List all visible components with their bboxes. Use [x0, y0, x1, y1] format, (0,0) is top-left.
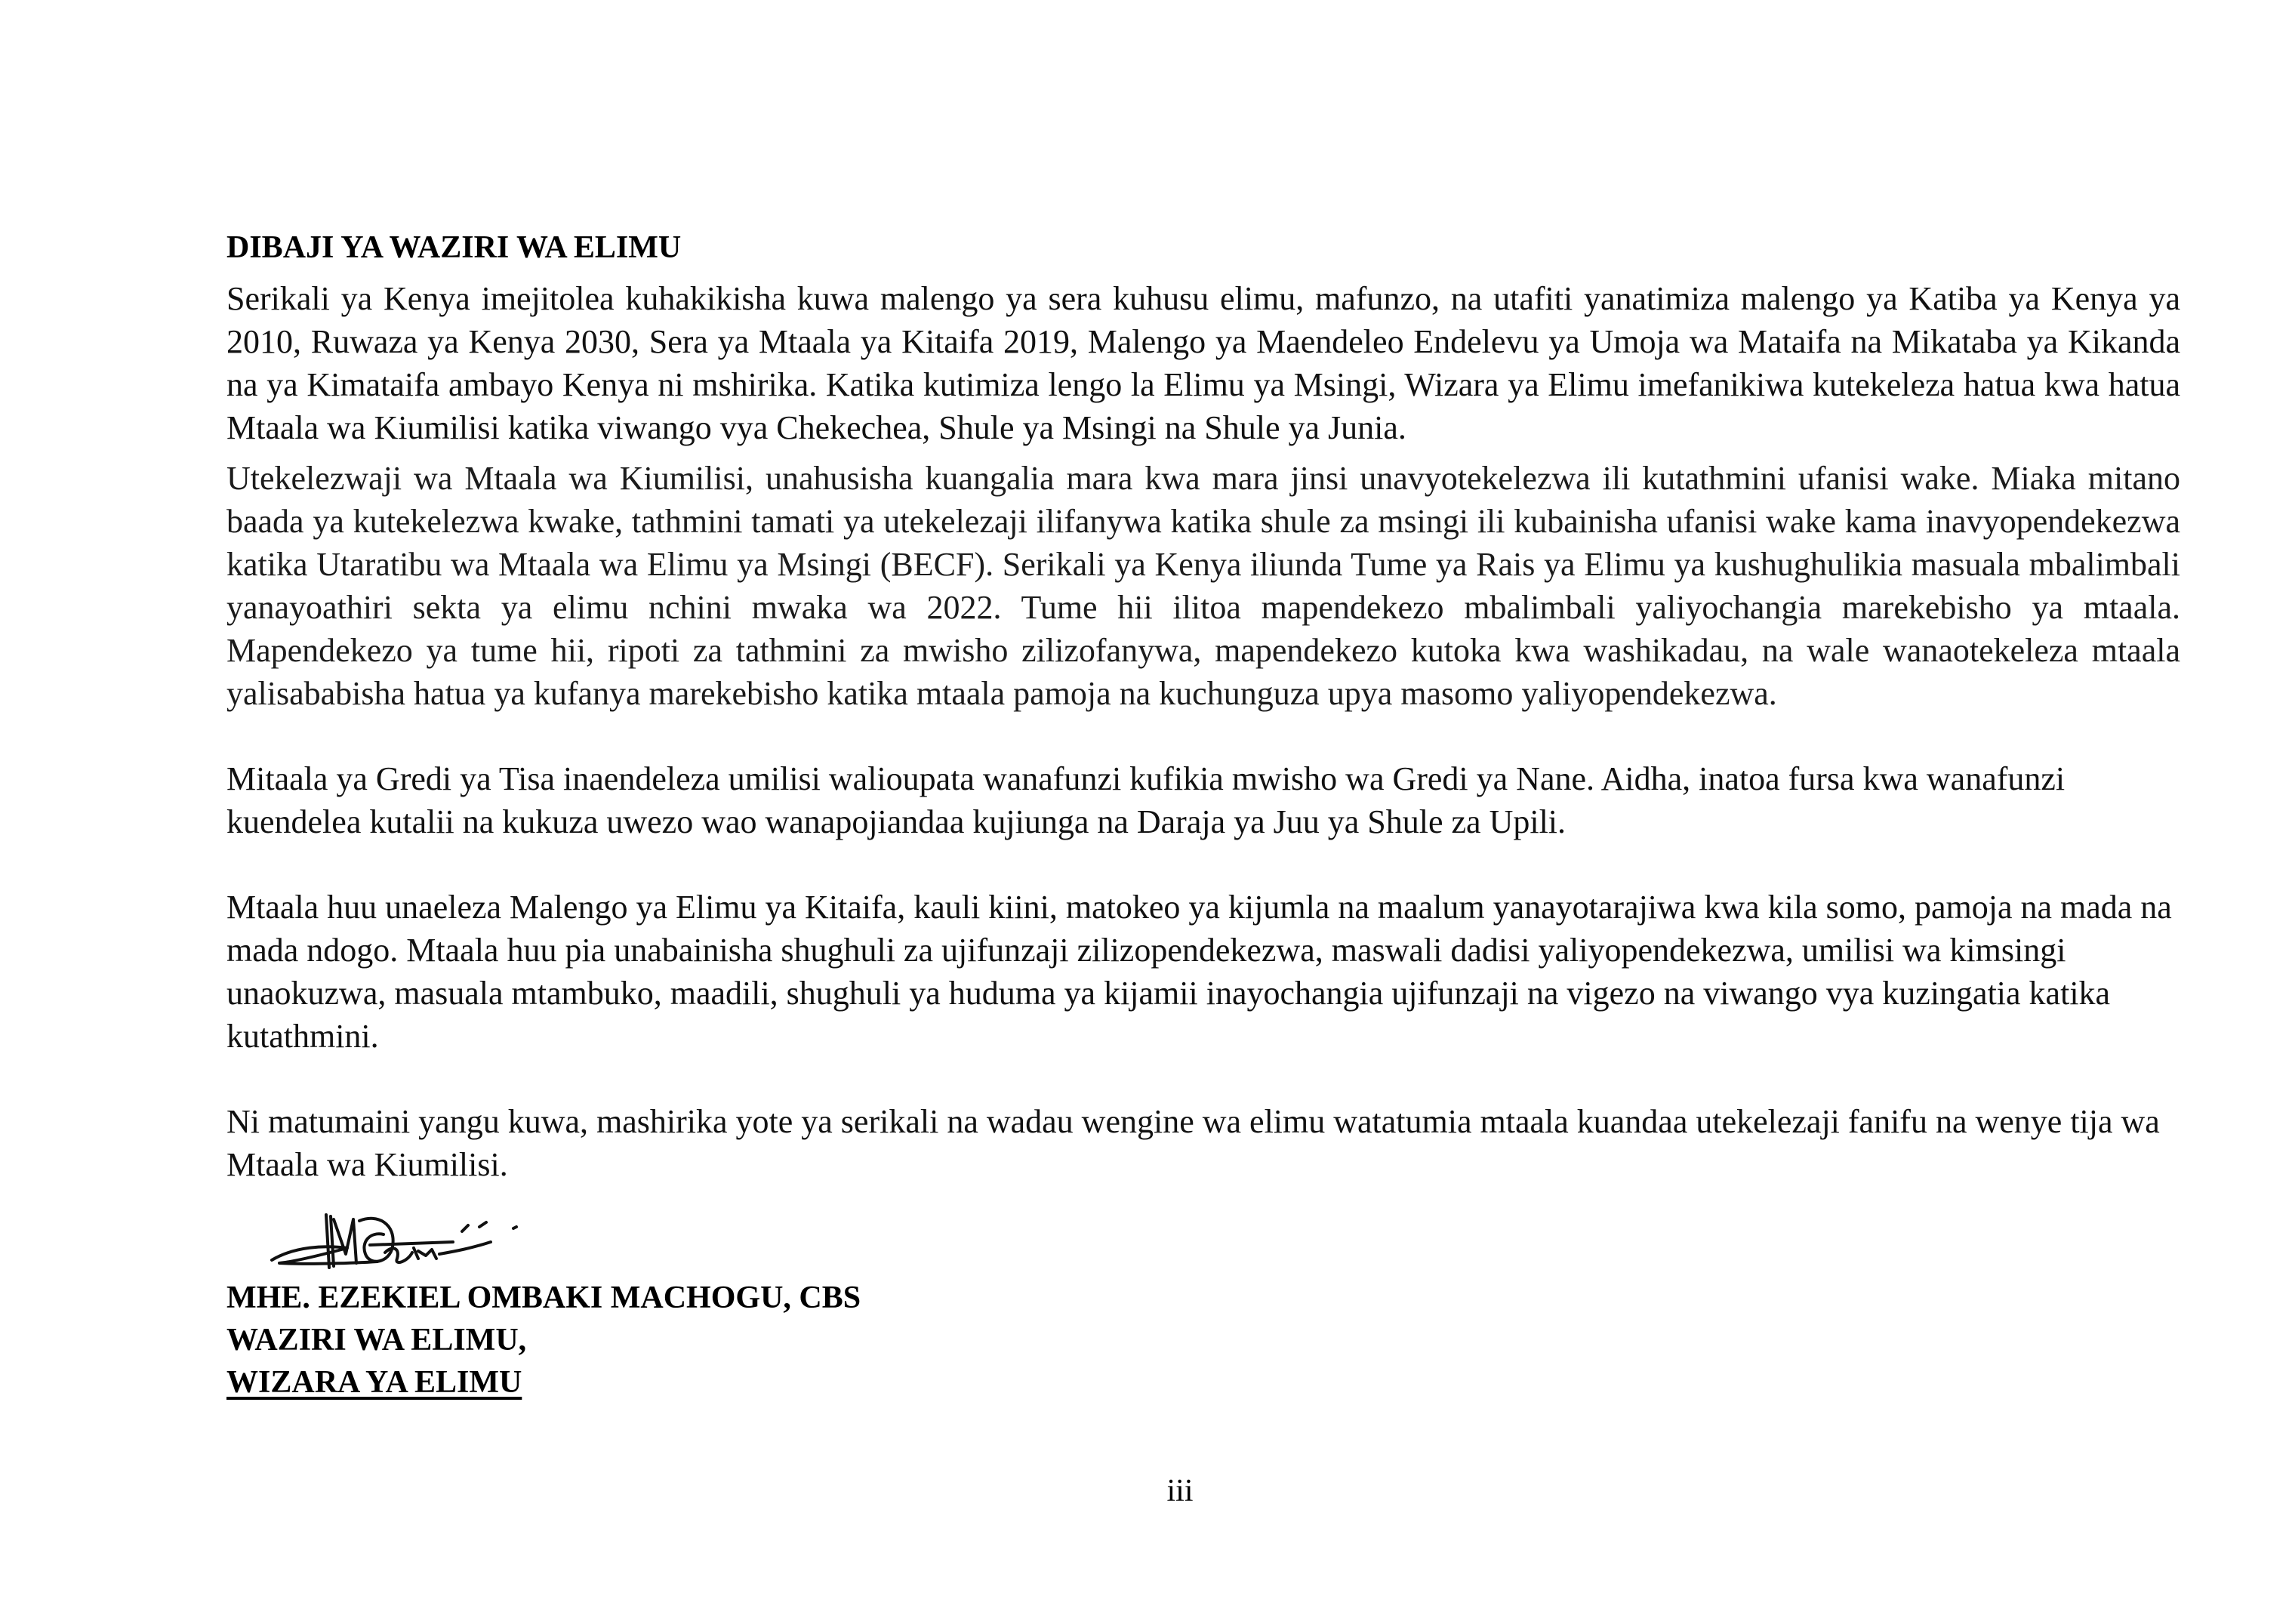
- paragraph-implementation: Utekelezwaji wa Mtaala wa Kiumilisi, unahusisha kuangalia mara kwa mara jinsi unavyotekelezwa ili kutathmini ufanisi wake. Miaka mitano baada ya kutekelezwa kwake, tathmini tamati ya utekelezaji ilifanywa katika shule za msingi ili kubainisha ufanisi wake kama inavyopendekezwa katika Utaratibu wa Mtaala wa Elimu ya Msingi (BECF). Serikali ya Kenya iliunda Tume ya Rais ya Elimu ya kushughulikia masuala mbalimbali yanayoathiri sekta ya elimu nchini mwaka wa 2022. Tume hii ilitoa mapendekezo mbalimbali yaliyochangia marekebisho ya mtaala. Mapendekezo ya tume hii, ripoti za tathmini za mwisho zilizofanywa, mapendekezo kutoka kwa washikadau, na wale wanaotekeleza mtaala yalisababisha hatua ya kufanya marekebisho katika mtaala pamoja na kuchunguza upya masomo yaliyopendekezwa.: [226, 460, 2180, 712]
- paragraph-curriculum-contents: Mtaala huu unaeleza Malengo ya Elimu ya Kitaifa, kauli kiini, matokeo ya kijumla na maalum yanayotarajiwa kwa kila somo, pamoja na mada na mada ndogo. Mtaala huu pia unabainisha shughuli za ujifunzaji zilizopendekezwa, maswali dadisi yaliyopendekezwa, umilisi wa kimsingi unaokuzwa, masuala mtambuko, maadili, shughuli ya huduma ya kijamii inayochangia ujifunzaji na vigezo na viwango vya kuzingatia katika kutathmini.: [226, 889, 2172, 1055]
- page-number: iii: [1166, 1474, 1194, 1508]
- paragraph-intro: Serikali ya Kenya imejitolea kuhakikisha kuwa malengo ya sera kuhusu elimu, mafunzo, na utafiti yanatimiza malengo ya Katiba ya Kenya ya 2010, Ruwaza ya Kenya 2030, Sera ya Mtaala ya Kitaifa 2019, Malengo ya Maendeleo Endelevu ya Umoja wa Mataifa na Mikataba ya Kikanda na ya Kimataifa ambayo Kenya ni mshirika. Katika kutimiza lengo la Elimu ya Msingi, Wizara ya Elimu imefanikiwa kutekeleza hatua kwa hatua Mtaala wa Kiumilisi katika viwango vya Chekechea, Shule ya Msingi na Shule ya Junia.: [226, 280, 2180, 446]
- signature-icon: [264, 1209, 544, 1277]
- paragraph-closing: Ni matumaini yangu kuwa, mashirika yote ya serikali na wadau wengine wa elimu watatumia mtaala kuandaa utekelezaji fanifu na wenye tija wa Mtaala wa Kiumilisi.: [226, 1103, 2160, 1183]
- signatory-ministry: [226, 1361, 2180, 1404]
- document-page: [226, 226, 2180, 1404]
- ministry-underlined-text: WIZARA YA ELIMU: [226, 1365, 522, 1400]
- paragraph-grade-nine: Mitaala ya Gredi ya Tisa inaendeleza umilisi walioupata wanafunzi kufikia mwisho wa Gredi ya Nane. Aidha, inatoa fursa kwa wanafunzi kuendelea kutalii na kukuza uwezo wao wanapojiandaa kujiunga na Daraja ya Juu ya Shule za Upili.: [226, 760, 2066, 840]
- signatory-title: WAZIRI WA ELIMU,: [226, 1323, 527, 1357]
- signatory-name: MHE. EZEKIEL OMBAKI MACHOGU, CBS: [226, 1280, 861, 1315]
- page-heading: DIBAJI YA WAZIRI WA ELIMU: [226, 230, 682, 265]
